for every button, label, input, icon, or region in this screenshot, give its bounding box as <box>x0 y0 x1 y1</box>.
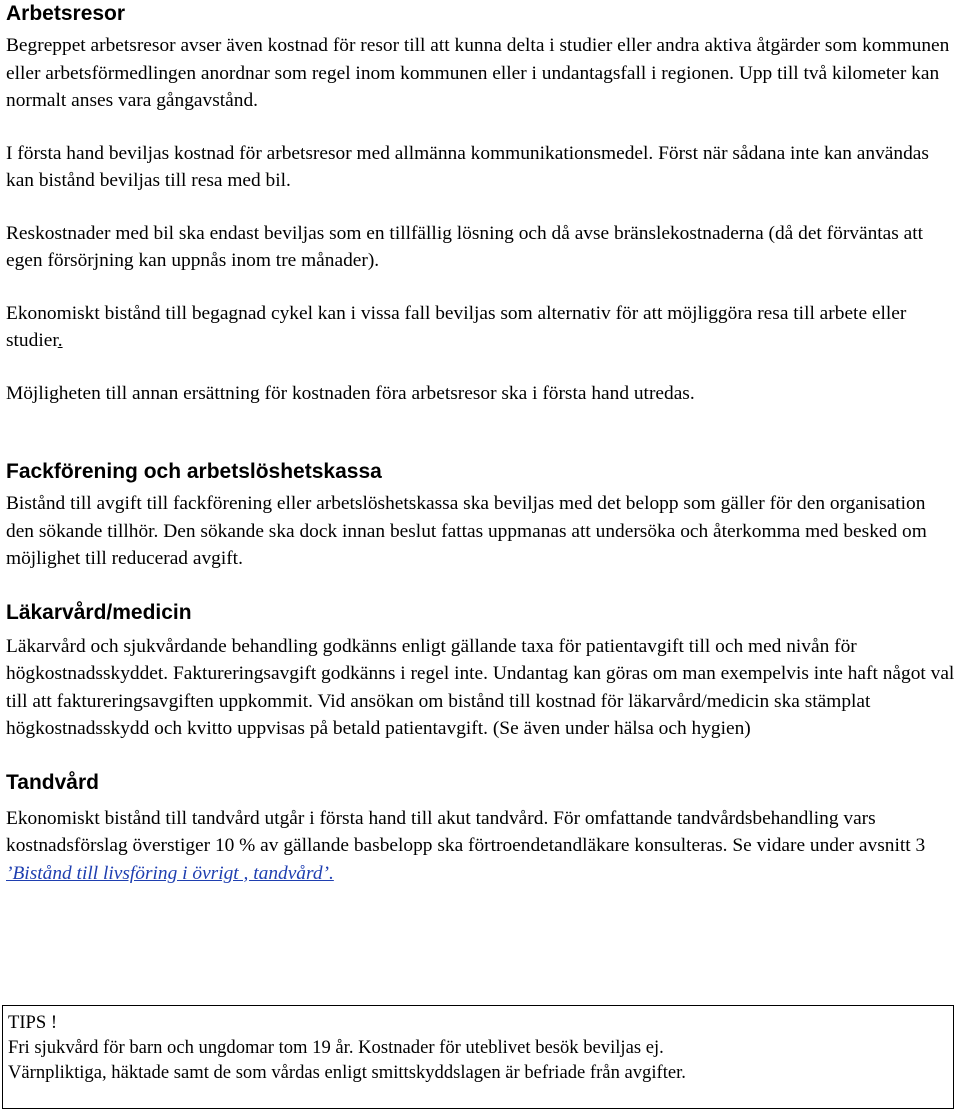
paragraph-tandvard-1-text: Ekonomiskt bistånd till tandvård utgår i första hand till akut tandvård. För omfattande tandvårdsbehandling vars kostnadsförslag överstiger 10 % av gällande basbelopp ska förtroendetandläkare konsulteras. Se vidare under avsnitt 3 <box>6 807 926 856</box>
tips-box <box>2 1005 954 1109</box>
heading-fackforening: Fackförening och arbetslöshetskassa <box>6 460 382 483</box>
paragraph-arbetsresor-5: Möjligheten till annan ersättning för kostnaden föra arbetsresor ska i första hand utredas. <box>6 382 695 404</box>
link-bistand-livsforing[interactable]: ’Bistånd till livsföring i övrigt , tandvård’. <box>6 862 334 884</box>
heading-tandvard: Tandvård <box>6 770 99 794</box>
paragraph-arbetsresor-4-text: Ekonomiskt bistånd till begagnad cykel kan i vissa fall beviljas som alternativ för att möjliggöra resa till arbete eller studier <box>6 302 907 351</box>
heading-lakarvard: Läkarvård/medicin <box>6 600 192 624</box>
tips-line-1: Fri sjukvård för barn och ungdomar tom 19 år. Kostnader för uteblivet besök beviljas ej. <box>8 1037 664 1058</box>
paragraph-lakarvard-1: Läkarvård och sjukvårdande behandling godkänns enligt gällande taxa för patientavgift till och med nivån för högkostnadsskyddet. Faktureringsavgift godkänns i regel inte. Undantag kan göras om man exempelvis inte haft något val till att faktureringsavgiften uppkommit. Vid ansökan om bistånd till kostnad för läkarvård/medicin ska stämplat högkostnadsskydd och kvitto uppvisas på betald patientavgift. (Se även under hälsa och hygien) <box>6 635 955 739</box>
tips-title: TIPS ! <box>8 1012 58 1033</box>
paragraph-arbetsresor-3: Reskostnader med bil ska endast beviljas som en tillfällig lösning och då avse bränslekostnaderna (då det förväntas att egen försörjning kan uppnås inom tre månader). <box>6 222 924 271</box>
paragraph-tandvard-1 <box>0 805 956 888</box>
paragraph-arbetsresor-4 <box>0 300 956 355</box>
heading-arbetsresor: Arbetsresor <box>6 2 126 25</box>
paragraph-arbetsresor-4-end: . <box>57 330 63 351</box>
paragraph-arbetsresor-2: I första hand beviljas kostnad för arbetsresor med allmänna kommunikationsmedel. Först när sådana inte kan användas kan bistånd beviljas till resa med bil. <box>6 142 929 191</box>
paragraph-fackforening-1: Bistånd till avgift till fackförening eller arbetslöshetskassa ska beviljas med det belopp som gäller för den organisation den sökande tillhör. Den sökande ska dock innan beslut fattas uppmanas att undersöka och återkomma med besked om möjlighet till reducerad avgift. <box>6 493 927 569</box>
tips-line-2: Värnpliktiga, häktade samt de som vårdas enligt smittskyddslagen är befriade från avgifter. <box>8 1062 686 1083</box>
paragraph-arbetsresor-1: Begreppet arbetsresor avser även kostnad för resor till att kunna delta i studier eller andra aktiva åtgärder som kommunen eller arbetsförmedlingen anordnar som regel inom kommunen eller i undantagsfall i regionen. Upp till två kilometer kan normalt anses vara gångavstånd. <box>6 35 950 111</box>
